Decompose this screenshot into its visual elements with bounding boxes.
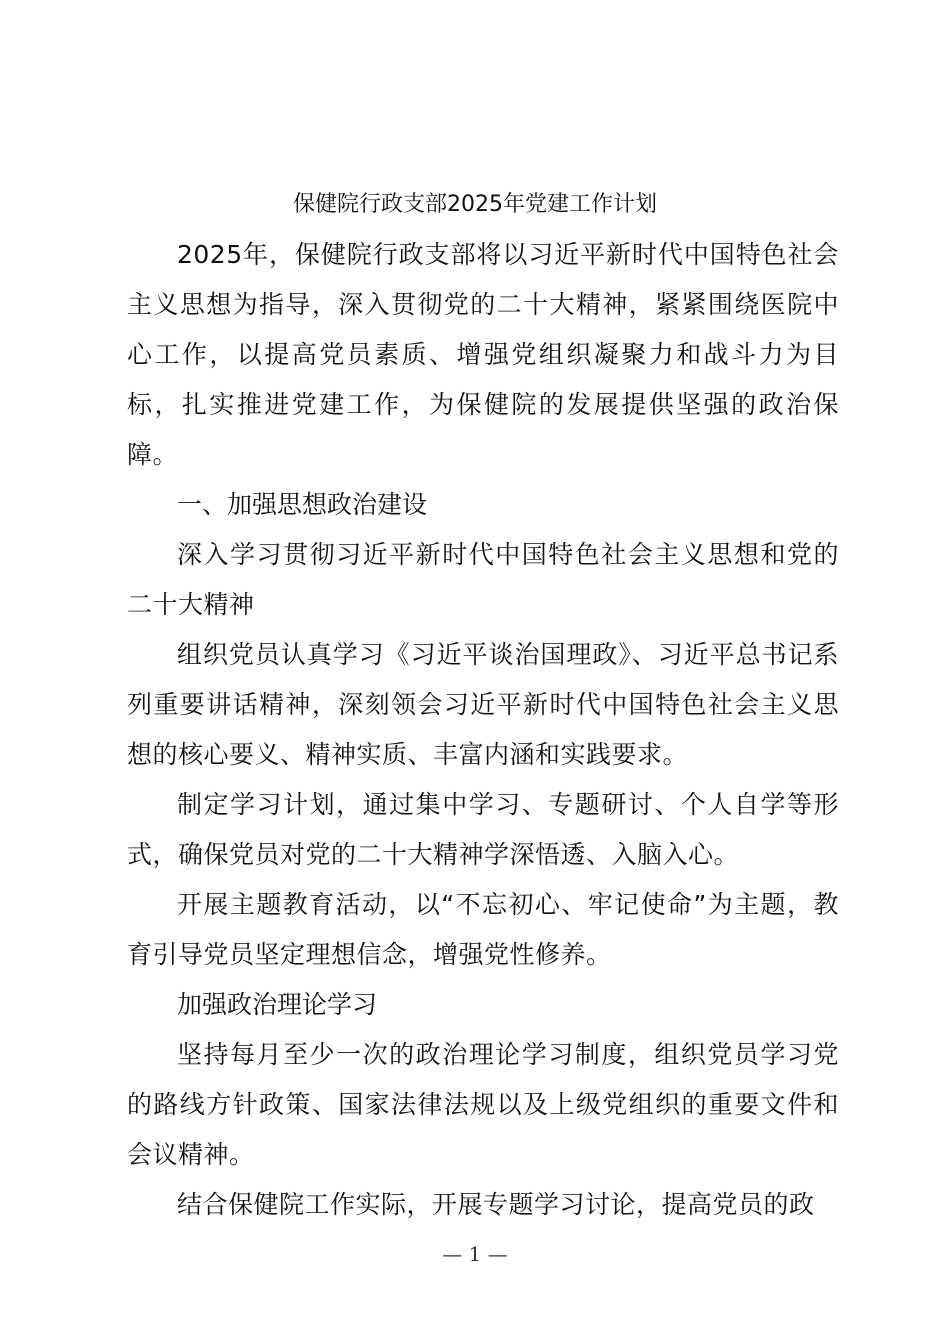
- page-number: — 1 —: [442, 1242, 508, 1266]
- section-heading: 一、加强思想政治建设: [177, 490, 428, 519]
- subsection-heading: 加强政治理论学习: [177, 990, 378, 1019]
- body-paragraph: 组织党员认真学习《习近平谈治国理政》、习近平总书记系列重要讲话精神，深刻领会习近平新时代中国特色社会主义思想的核心要义、精神实质、丰富内涵和实践要求。: [127, 640, 839, 769]
- body-paragraph: 结合保健院工作实际，开展专题学习讨论，提高党员的政: [177, 1190, 815, 1219]
- document-body: [127, 230, 839, 1230]
- body-paragraph: 开展主题教育活动，以“不忘初心、牢记使命”为主题，教育引导党员坚定理想信念，增强党性修养。: [127, 890, 839, 969]
- subsection-heading: 深入学习贯彻习近平新时代中国特色社会主义思想和党的二十大精神: [127, 540, 839, 619]
- body-paragraph: 坚持每月至少一次的政治理论学习制度，组织党员学习党的路线方针政策、国家法律法规以及上级党组织的重要文件和会议精神。: [127, 1040, 839, 1169]
- body-paragraph: 制定学习计划，通过集中学习、专题研讨、个人自学等形式，确保党员对党的二十大精神学深悟透、入脑入心。: [127, 790, 839, 869]
- intro-paragraph: 2025年，保健院行政支部将以习近平新时代中国特色社会主义思想为指导，深入贯彻党的二十大精神，紧紧围绕医院中心工作，以提高党员素质、增强党组织凝聚力和战斗力为目标，扎实推进党建工作，为保健院的发展提供坚强的政治保障。: [127, 240, 839, 469]
- document-title: 保健院行政支部2025年党建工作计划: [293, 192, 657, 217]
